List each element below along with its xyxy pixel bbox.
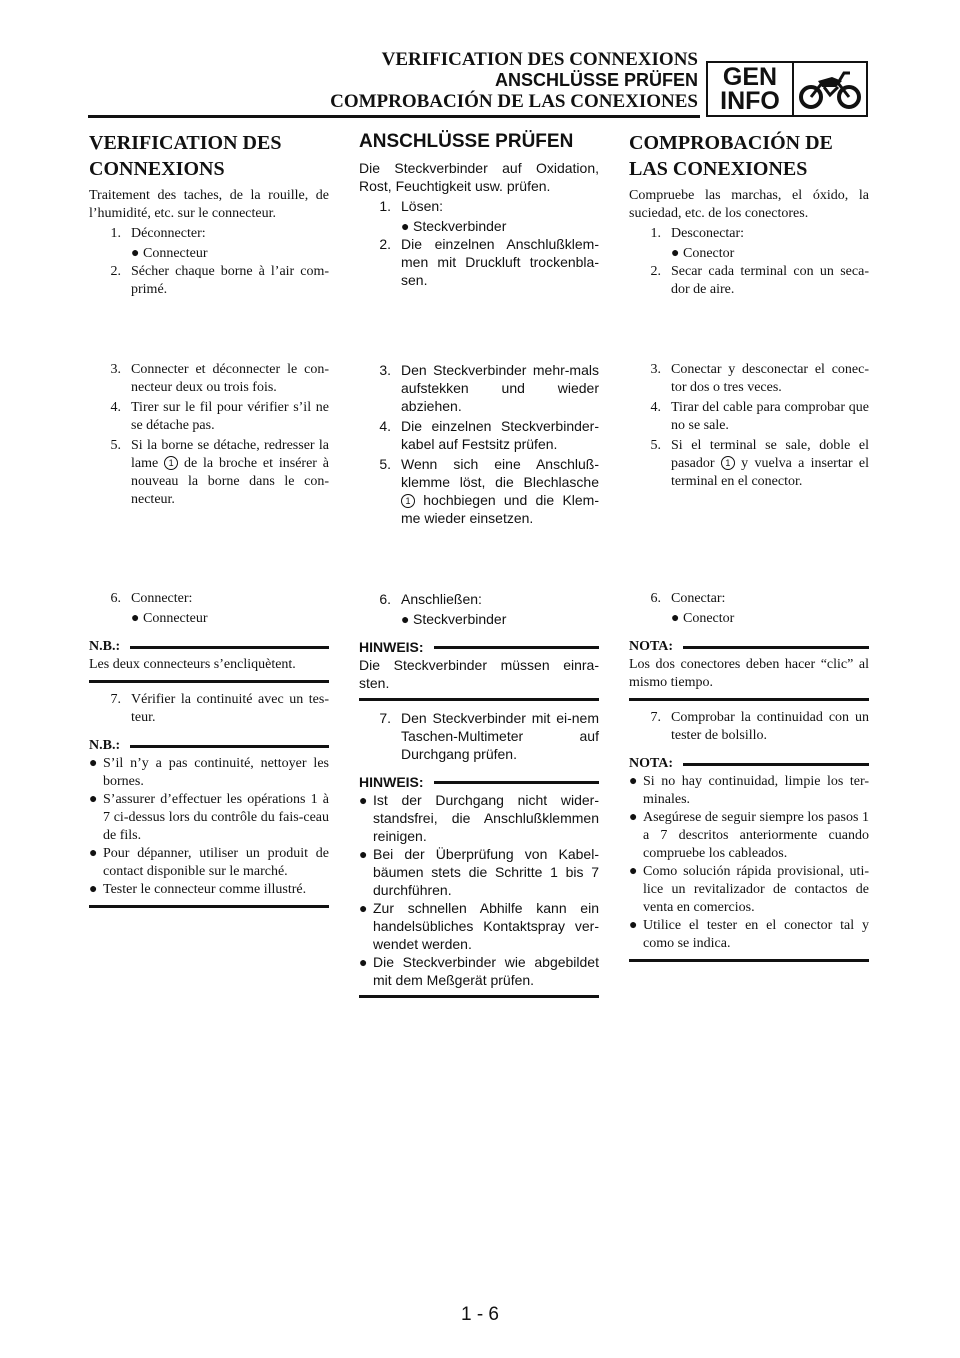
de-step-7: 7. Den Steckverbinder mit ei-nem Taschen-Multimeter auf Durchgang prüfen. (379, 710, 599, 762)
fr-step-1: 1. Déconnecter: (110, 226, 206, 241)
fr-step-5: 5. Si la borne se détache, redresser la lame 1 de la broche et insérer à nouveau la borne dans le con-necteur. (110, 438, 330, 507)
badge-text (708, 63, 794, 115)
fr-step-6-bullet: ● Connecteur (131, 611, 208, 626)
fr-note-2: N.B.: ● S’il n’y a pas continuité, nettoyer les bornes. ● S’assurer d’effectuer les opérations 1 à 7 ci-dessus lors du contrôle du fais-ceau de fils. ● Pour dépanner, utiliser un produit de contact disponible sur le marché. ● Tester le connecteur comme illustré. (89, 737, 329, 908)
list-item: ● S’assurer d’effectuer les opérations 1 à 7 ci-dessus lors du contrôle du fais-ceau de fils. (89, 792, 329, 843)
list-item: ● Zur schnellen Abhilfe kann ein handelsübliches Kontaktspray ver-wendet werden. (359, 900, 599, 952)
de-step-6: 6. Anschließen: (379, 591, 482, 607)
section-badge (706, 61, 868, 117)
list-item: ● Asegúrese de seguir siempre los pasos 1 a 7 descritos anteriormente cuando compruebe los cableados. (629, 810, 869, 861)
fr-note-label: N.B.: (89, 639, 121, 654)
es-section-3 (629, 590, 869, 970)
es-section-2 (629, 361, 869, 493)
es-step-1: 1. Desconectar: (650, 226, 745, 241)
es-step-1-bullet: ● Conector (671, 246, 735, 261)
fr-intro: Traitement des taches, de la rouille, de l’humidité, etc. sur le connecteur. (89, 188, 329, 221)
de-step-5: 5. Wenn sich eine Anschluß-klemme löst, die Blechlasche 1 hochbiegen und die Klem-me wieder einsetzen. (379, 456, 599, 526)
es-step-6: 6. Conectar: (650, 591, 726, 606)
de-step-1: 1. Lösen: (379, 198, 444, 214)
de-section-3 (359, 590, 599, 1006)
list-item: ● S’il n’y a pas continuité, nettoyer les bornes. (89, 756, 329, 789)
de-step-1-bullet: ● Steckverbinder (401, 218, 507, 234)
es-note-2: NOTA: ● Si no hay continuidad, limpie los ter-minales. ● Asegúrese de seguir siempre los pasos 1 a 7 descritos anteriormente cuando compruebe los cableados. ● Como solución rápida provisional, uti-lice un revitalizador de contactos de venta en comercios. ● Utilice el tester en el conector tal y como se indica. (629, 755, 869, 962)
fr-section-1 (89, 130, 329, 301)
header-title-de: ANSCHLÜSSE PRÜFEN (494, 70, 698, 90)
es-note-label: NOTA: (629, 639, 674, 654)
es-step-3: 3. Conectar y desconectar el conec-tor dos o tres veces. (650, 362, 869, 395)
fr-note-1: N.B.: Les deux connecteurs s’encliquètent. (89, 638, 329, 683)
header-rule (88, 115, 700, 118)
header-title-fr: VERIFICATION DES CONNEXIONS (381, 49, 698, 70)
de-step-6-bullet: ● Steckverbinder (401, 611, 507, 627)
es-step-2: 2. Secar cada terminal con un seca-dor de aire. (650, 264, 869, 297)
de-intro: Die Steckverbinder auf Oxidation, Rost, Feuchtigkeit usw. prüfen. (359, 160, 599, 194)
es-note-1: NOTA: Los dos conectores deben hacer “clic” al mismo tiempo. (629, 638, 869, 701)
de-note-2: HINWEIS: ● Ist der Durchgang nicht wider-standsfrei, die Anschlußklemmen reinigen. ● Bei der Überprüfung von Kabel-bäumen stets die Schritte 1 bis 7 durchführen. ● Zur schnellen Abhilfe kann ein handelsübliches Kontaktspray ver-wendet werden. ● Die Steckverbinder wie abgebildet mit dem Meßgerät prüfen. (359, 773, 599, 998)
fr-section-2 (89, 361, 329, 511)
de-step-3: 3. Den Steckverbinder mehr-mals aufstekken und wieder abziehen. (379, 362, 599, 414)
callout-1-marker: 1 (401, 494, 415, 508)
fr-title: VERIFICATION DES CONNEXIONS (89, 132, 282, 180)
es-step-4: 4. Tirar del cable para comprobar que no se sale. (650, 400, 869, 433)
fr-step-7: 7. Vérifier la continuité avec un tes-teur. (110, 692, 329, 725)
de-step-2: 2. Die einzelnen Anschlußklem-men mit Druckluft trockenbla-sen. (379, 236, 599, 288)
badge-line-gen: GEN (722, 63, 778, 91)
fr-step-3: 3. Connecter et déconnecter le con-necteur deux ou trois fois. (110, 362, 329, 395)
callout-1-marker: 1 (721, 456, 735, 470)
es-step-6-bullet: ● Conector (671, 611, 735, 626)
de-section-2 (359, 361, 599, 529)
list-item: ● Bei der Überprüfung von Kabel-bäumen stets die Schritte 1 bis 7 durchführen. (359, 846, 599, 898)
list-item: ● Die Steckverbinder wie abgebildet mit dem Meßgerät prüfen. (359, 954, 599, 988)
page-number: 1 - 6 (460, 1304, 500, 1325)
fr-step-2: 2. Sécher chaque borne à l’air com-primé. (110, 264, 329, 297)
fr-section-3 (89, 590, 329, 916)
motorcycle-icon (794, 63, 866, 115)
es-step-7: 7. Comprobar la continuidad con un tester de bolsillo. (650, 710, 869, 743)
de-section-1 (359, 130, 599, 291)
es-step-5: 5. Si el terminal se sale, doble el pasador 1 y vuelva a insertar el terminal en el conector. (650, 438, 870, 489)
es-intro: Compruebe las marchas, el óxido, la suciedad, etc. de los conectores. (629, 188, 869, 221)
de-title: ANSCHLÜSSE PRÜFEN (359, 131, 574, 152)
list-item: ● Si no hay continuidad, limpie los ter-minales. (629, 774, 869, 807)
de-step-4: 4. Die einzelnen Steckverbinder-kabel auf Festsitz prüfen. (379, 418, 599, 452)
header-title-es: COMPROBACIÓN DE LAS CONEXIONES (330, 91, 698, 112)
list-item: ● Como solución rápida provisional, uti-lice un revitalizador de contactos de venta en comercios. (629, 864, 869, 915)
es-section-1 (629, 130, 869, 301)
de-note-1: HINWEIS: Die Steckverbinder müssen einra-sten. (359, 638, 599, 701)
callout-1-marker: 1 (164, 456, 178, 470)
de-note-label: HINWEIS: (359, 639, 424, 655)
list-item: ● Tester le connecteur comme illustré. (89, 882, 307, 897)
badge-line-info: INFO (720, 87, 780, 115)
fr-step-6: 6. Connecter: (110, 591, 193, 606)
es-title: COMPROBACIÓN DE LAS CONEXIONES (629, 132, 833, 180)
fr-step-4: 4. Tirer sur le fil pour vérifier s’il ne se détache pas. (110, 400, 329, 433)
list-item: ● Ist der Durchgang nicht wider-standsfrei, die Anschlußklemmen reinigen. (359, 792, 599, 844)
list-item: ● Pour dépanner, utiliser un produit de contact disponible sur le marché. (89, 846, 329, 879)
list-item: ● Utilice el tester en el conector tal y como se indica. (629, 918, 869, 951)
fr-step-1-bullet: ● Connecteur (131, 246, 208, 261)
